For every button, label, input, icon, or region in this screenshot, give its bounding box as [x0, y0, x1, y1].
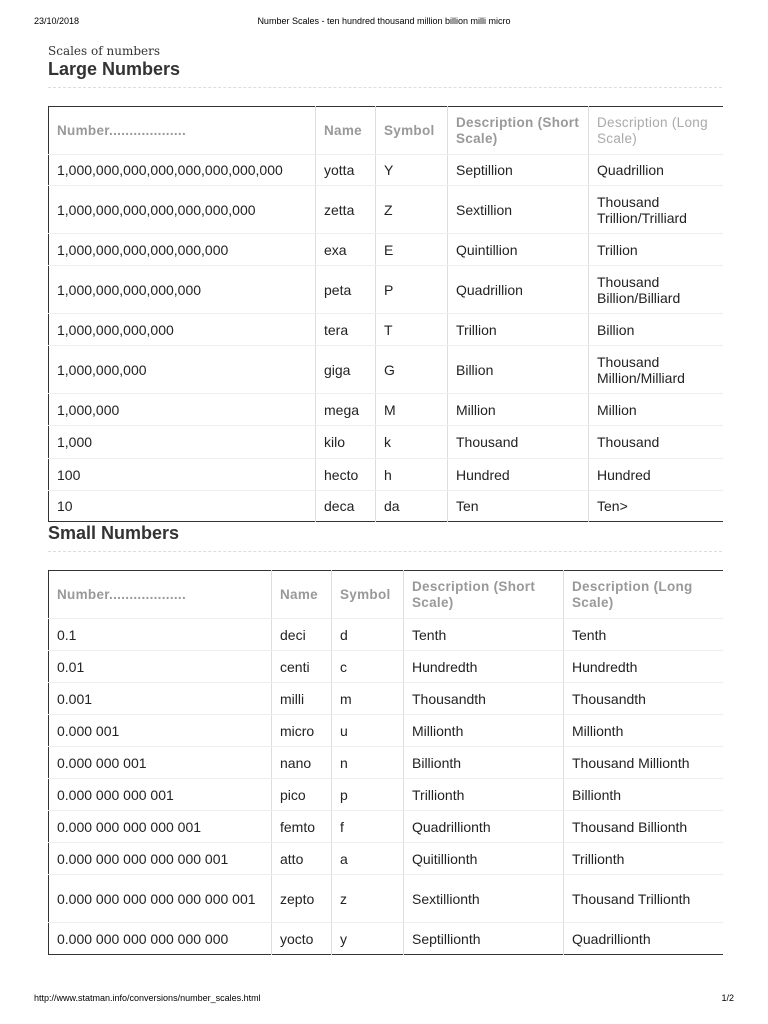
cell-long: Millionth [564, 715, 723, 747]
cell-symbol: y [332, 923, 404, 955]
cell-symbol: f [332, 811, 404, 843]
cell-symbol: M [376, 394, 448, 426]
table-row [49, 314, 723, 346]
cell-long: Quadrillion [589, 155, 723, 186]
table-row [49, 779, 723, 811]
print-date: 23/10/2018 [34, 16, 80, 26]
table-row [49, 683, 723, 715]
cell-long: Thousand Million/Milliard [589, 346, 723, 394]
table-row [49, 394, 723, 426]
table-row [49, 875, 723, 923]
cell-name: mega [316, 394, 376, 426]
cell-short: Thousand [448, 426, 589, 459]
cell-symbol: u [332, 715, 404, 747]
cell-short: Ten [448, 491, 589, 522]
small-numbers-table [48, 570, 723, 955]
cell-number: 0.000 000 000 000 000 000 [49, 923, 272, 955]
table-row [49, 715, 723, 747]
page-number: 1/2 [721, 993, 734, 1003]
cell-long: Billionth [564, 779, 723, 811]
cell-number: 1,000,000,000,000,000,000 [49, 234, 316, 266]
cell-name: pico [272, 779, 332, 811]
cell-long: Thousand Millionth [564, 747, 723, 779]
cell-short: Sextillionth [404, 875, 564, 923]
cell-long: Million [589, 394, 723, 426]
cell-number: 1,000,000,000,000,000,000,000 [49, 186, 316, 234]
cell-number: 0.01 [49, 651, 272, 683]
cell-number: 0.1 [49, 619, 272, 651]
large-numbers-body [49, 155, 723, 522]
cell-name: zetta [316, 186, 376, 234]
large-numbers-table [48, 106, 723, 522]
cell-symbol: d [332, 619, 404, 651]
cell-short: Quitillionth [404, 843, 564, 875]
cell-name: giga [316, 346, 376, 394]
cell-name: kilo [316, 426, 376, 459]
table-row [49, 266, 723, 314]
cell-symbol: Y [376, 155, 448, 186]
cell-long: Quadrillionth [572, 930, 651, 947]
cell-short: Trillionth [404, 779, 564, 811]
cell-number: 10 [49, 491, 316, 522]
small-numbers-body [49, 619, 723, 955]
cell-short: Quadrillion [448, 266, 589, 314]
table-row [49, 747, 723, 779]
print-header [0, 16, 768, 30]
cell-name: yocto [272, 923, 332, 955]
large-numbers-title: Large Numbers [48, 58, 722, 88]
cell-long: Thousand Trillion/Trilliard [589, 186, 723, 234]
cell-number: 0.000 000 001 [49, 747, 272, 779]
print-footer [0, 993, 768, 1007]
print-page-title: Number Scales - ten hundred thousand million billion milli micro [257, 16, 511, 26]
header-short-scale: Description (Short Scale) [448, 107, 589, 155]
cell-long: Tenth [564, 619, 723, 651]
cell-symbol: k [376, 426, 448, 459]
cell-symbol: a [332, 843, 404, 875]
cell-name: exa [316, 234, 376, 266]
cell-number: 0.000 000 000 000 000 001 [49, 843, 272, 875]
table-row [49, 923, 723, 955]
cell-name: deci [272, 619, 332, 651]
cell-symbol: P [376, 266, 448, 314]
section-kicker: Scales of numbers [48, 44, 161, 58]
cell-number: 1,000,000,000 [49, 346, 316, 394]
cell-symbol: p [332, 779, 404, 811]
cell-symbol: Z [376, 186, 448, 234]
header-number: Number................... [49, 107, 316, 155]
cell-symbol: G [376, 346, 448, 394]
cell-short: Hundredth [404, 651, 564, 683]
cell-number: 0.000 001 [49, 715, 272, 747]
cell-long: Trillion [589, 234, 723, 266]
cell-symbol: E [376, 234, 448, 266]
cell-name: peta [316, 266, 376, 314]
cell-symbol: h [376, 459, 448, 491]
cell-number: 0.000 000 000 000 001 [49, 811, 272, 843]
table-row [49, 491, 723, 522]
cell-long: Billion [589, 314, 723, 346]
table-row [49, 811, 723, 843]
cell-number: 0.001 [49, 683, 272, 715]
cell-symbol: da [376, 491, 448, 522]
cell-symbol: c [332, 651, 404, 683]
header-name: Name [316, 107, 376, 155]
print-url: http://www.statman.info/conversions/number_scales.html [34, 993, 261, 1003]
cell-name: deca [316, 491, 376, 522]
table-row [49, 426, 723, 459]
header-long-scale: Description (Long Scale) [589, 107, 723, 155]
cell-short: Tenth [404, 619, 564, 651]
cell-long: Hundredth [564, 651, 723, 683]
cell-short: Septillion [448, 155, 589, 186]
cell-number: 0.000 000 000 000 000 000 001 [49, 875, 272, 923]
cell-long: Thousand Trillionth [564, 875, 723, 923]
header-symbol: Symbol [376, 107, 448, 155]
cell-name: tera [316, 314, 376, 346]
cell-short: Sextillion [448, 186, 589, 234]
cell-short: Thousandth [404, 683, 564, 715]
cell-short: Billionth [404, 747, 564, 779]
header-short-scale: Description (Short Scale) [404, 571, 564, 619]
table-row [49, 155, 723, 186]
cell-number: 1,000 [49, 426, 316, 459]
cell-short: Quadrillionth [404, 811, 564, 843]
cell-name: micro [272, 715, 332, 747]
cell-name: femto [272, 811, 332, 843]
cell-name: centi [272, 651, 332, 683]
cell-name: atto [272, 843, 332, 875]
header-symbol: Symbol [332, 571, 404, 619]
table-row [49, 843, 723, 875]
cell-symbol: n [332, 747, 404, 779]
table-row [49, 186, 723, 234]
header-number: Number................... [49, 571, 272, 619]
cell-long: Thousand Billion/Billiard [589, 266, 723, 314]
cell-number: 1,000,000,000,000,000 [49, 266, 316, 314]
cell-short: Hundred [448, 459, 589, 491]
cell-number: 1,000,000,000,000 [49, 314, 316, 346]
cell-short: Millionth [404, 715, 564, 747]
cell-name: hecto [316, 459, 376, 491]
cell-number: 0.000 000 000 001 [49, 779, 272, 811]
cell-name: yotta [316, 155, 376, 186]
page-content [48, 44, 722, 955]
cell-short: Billion [448, 346, 589, 394]
table-row [49, 459, 723, 491]
table-row [49, 651, 723, 683]
table-row [49, 346, 723, 394]
table-row [49, 619, 723, 651]
cell-long: Trillionth [564, 843, 723, 875]
cell-number: 1,000,000,000,000,000,000,000,000 [49, 155, 316, 186]
small-numbers-title: Small Numbers [48, 522, 722, 552]
cell-short: Septillionth [404, 923, 564, 955]
cell-short: Million [448, 394, 589, 426]
cell-long: Thousandth [564, 683, 723, 715]
cell-number: 100 [49, 459, 316, 491]
cell-number: 1,000,000 [49, 394, 316, 426]
cell-symbol: z [332, 875, 404, 923]
cell-name: zepto [272, 875, 332, 923]
cell-long: Hundred [589, 459, 723, 491]
table-row [49, 234, 723, 266]
cell-short: Quintillion [448, 234, 589, 266]
header-long-scale: Description (Long Scale) [564, 571, 723, 619]
header-name: Name [272, 571, 332, 619]
cell-long: Thousand [589, 426, 723, 459]
cell-name: nano [272, 747, 332, 779]
cell-long: Ten> [597, 498, 628, 514]
cell-symbol: m [332, 683, 404, 715]
cell-symbol: T [376, 314, 448, 346]
cell-short: Trillion [448, 314, 589, 346]
cell-name: milli [272, 683, 332, 715]
cell-long: Thousand Billionth [564, 811, 723, 843]
